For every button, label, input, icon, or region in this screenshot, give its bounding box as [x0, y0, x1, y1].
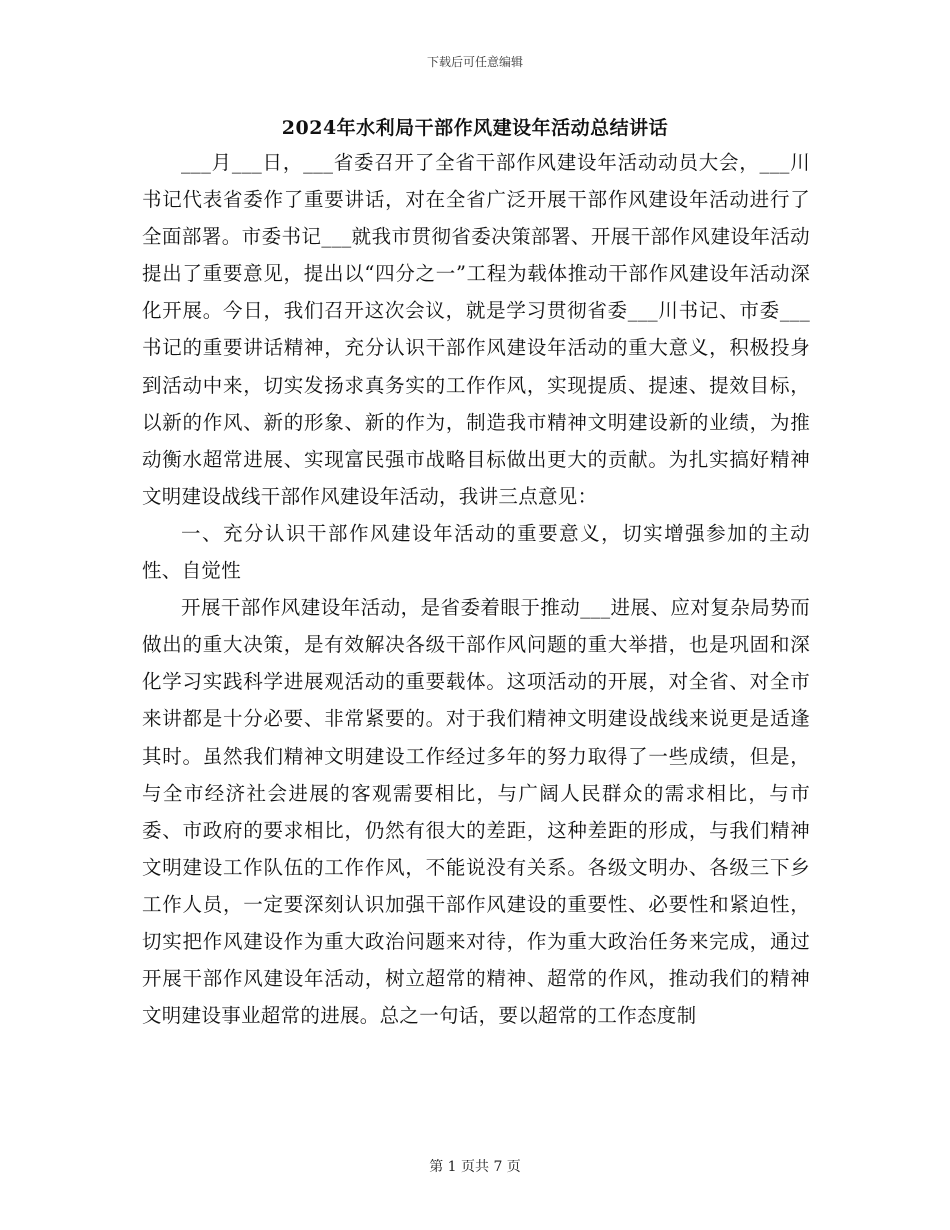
paragraph-intro: ___月___日，___省委召开了全省干部作风建设年活动动员大会，___川书记代表省委作了重要讲话，对在全省广泛开展干部作风建设年活动进行了全面部署。市委书记___就我市贯彻省委决策部署、开展干部作风建设年活动提出了重要意见，提出以“四分之一”工程为载体推动干部作风建设年活动深化开展。今日，我们召开这次会议，就是学习贯彻省委___川书记、市委___书记的重要讲话精神，充分认识干部作风建设年活动的重大意义，积极投身到活动中来，切实发扬求真务实的工作作风，实现提质、提速、提效目标，以新的作风、新的形象、新的作为，制造我市精神文明建设新的业绩，为推动衡水超常进展、实现富民强市战略目标做出更大的贡献。为扎实搞好精神文明建设战线干部作风建设年活动，我讲三点意见： [142, 151, 810, 508]
section-heading-1: 一、充分认识干部作风建设年活动的重要意义，切实增强参加的主动性、自觉性 [142, 521, 810, 583]
document-body [142, 144, 810, 1034]
paragraph-section-1: 开展干部作风建设年活动，是省委着眼于推动___进展、应对复杂局势而做出的重大决策，是有效解决各级干部作风问题的重大举措，也是巩固和深化学习实践科学进展观活动的重要载体。这项活动的开展，对全省、对全市来讲都是十分必要、非常紧要的。对于我们精神文明建设战线来说更是适逢其时。虽然我们精神文明建设工作经过多年的努力取得了一些成绩，但是，与全市经济社会进展的客观需要相比，与广阔人民群众的需求相比，与市委、市政府的要求相比，仍然有很大的差距，这种差距的形成，与我们精神文明建设工作队伍的工作作风，不能说没有关系。各级文明办、各级三下乡工作人员，一定要深刻认识加强干部作风建设的重要性、必要性和紧迫性，切实把作风建设作为重大政治问题来对待，作为重大政治任务来完成，通过开展干部作风建设年活动，树立超常的精神、超常的作风，推动我们的精神文明建设事业超常的进展。总之一句话，要以超常的工作态度制 [142, 596, 810, 1028]
page-number: 第 1 页共 7 页 [429, 1159, 521, 1175]
document-title: 2024年水利局干部作风建设年活动总结讲话 [281, 117, 669, 139]
page-header: 下载后可任意编辑 [426, 55, 523, 69]
